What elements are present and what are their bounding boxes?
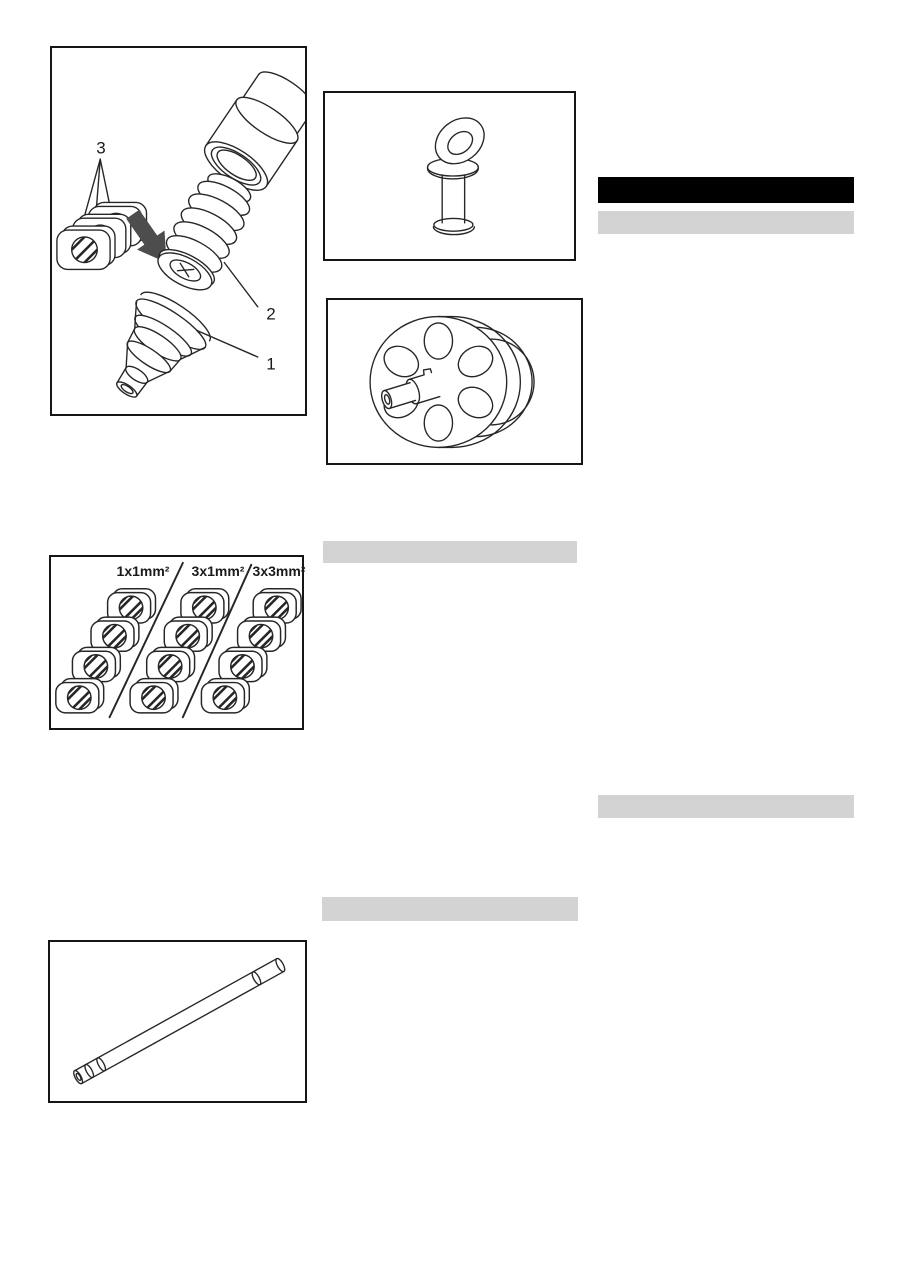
section-heading-gray-bar-right-lower — [598, 795, 854, 818]
spray-lance-drawing — [50, 942, 305, 1101]
nozzle-body-drawing — [90, 284, 217, 414]
section-subheading-gray-bar — [598, 211, 854, 234]
figure-lance-box — [48, 940, 307, 1103]
callout-3-label: 3 — [96, 138, 106, 158]
nozzle-disc-drawing — [328, 300, 581, 463]
callout-1-label: 1 — [266, 354, 276, 374]
nozzle-size-label-3x3: 3x3mm² — [252, 563, 306, 579]
callout-2-label: 2 — [266, 304, 276, 324]
nozzle-insert-stack-drawing — [57, 202, 147, 269]
figure-nozzle-sizes-box — [49, 555, 304, 730]
figure-exploded-nozzle-box — [50, 46, 307, 416]
section-heading-gray-bar-middle-lower — [322, 897, 578, 921]
ring-pin-drawing — [325, 93, 574, 259]
section-heading-gray-bar-middle-upper — [323, 541, 577, 563]
nozzle-sizes-diagram — [51, 557, 302, 728]
nozzle-size-label-3x1: 3x1mm² — [191, 563, 245, 579]
ring-drawing — [426, 108, 493, 173]
section-heading-black-bar — [598, 177, 854, 203]
figure-ring-pin-box — [323, 91, 576, 261]
callout-2-leader-line — [224, 263, 257, 307]
figure-disc-box — [326, 298, 583, 465]
nozzle-size-label-1x1: 1x1mm² — [116, 563, 170, 579]
